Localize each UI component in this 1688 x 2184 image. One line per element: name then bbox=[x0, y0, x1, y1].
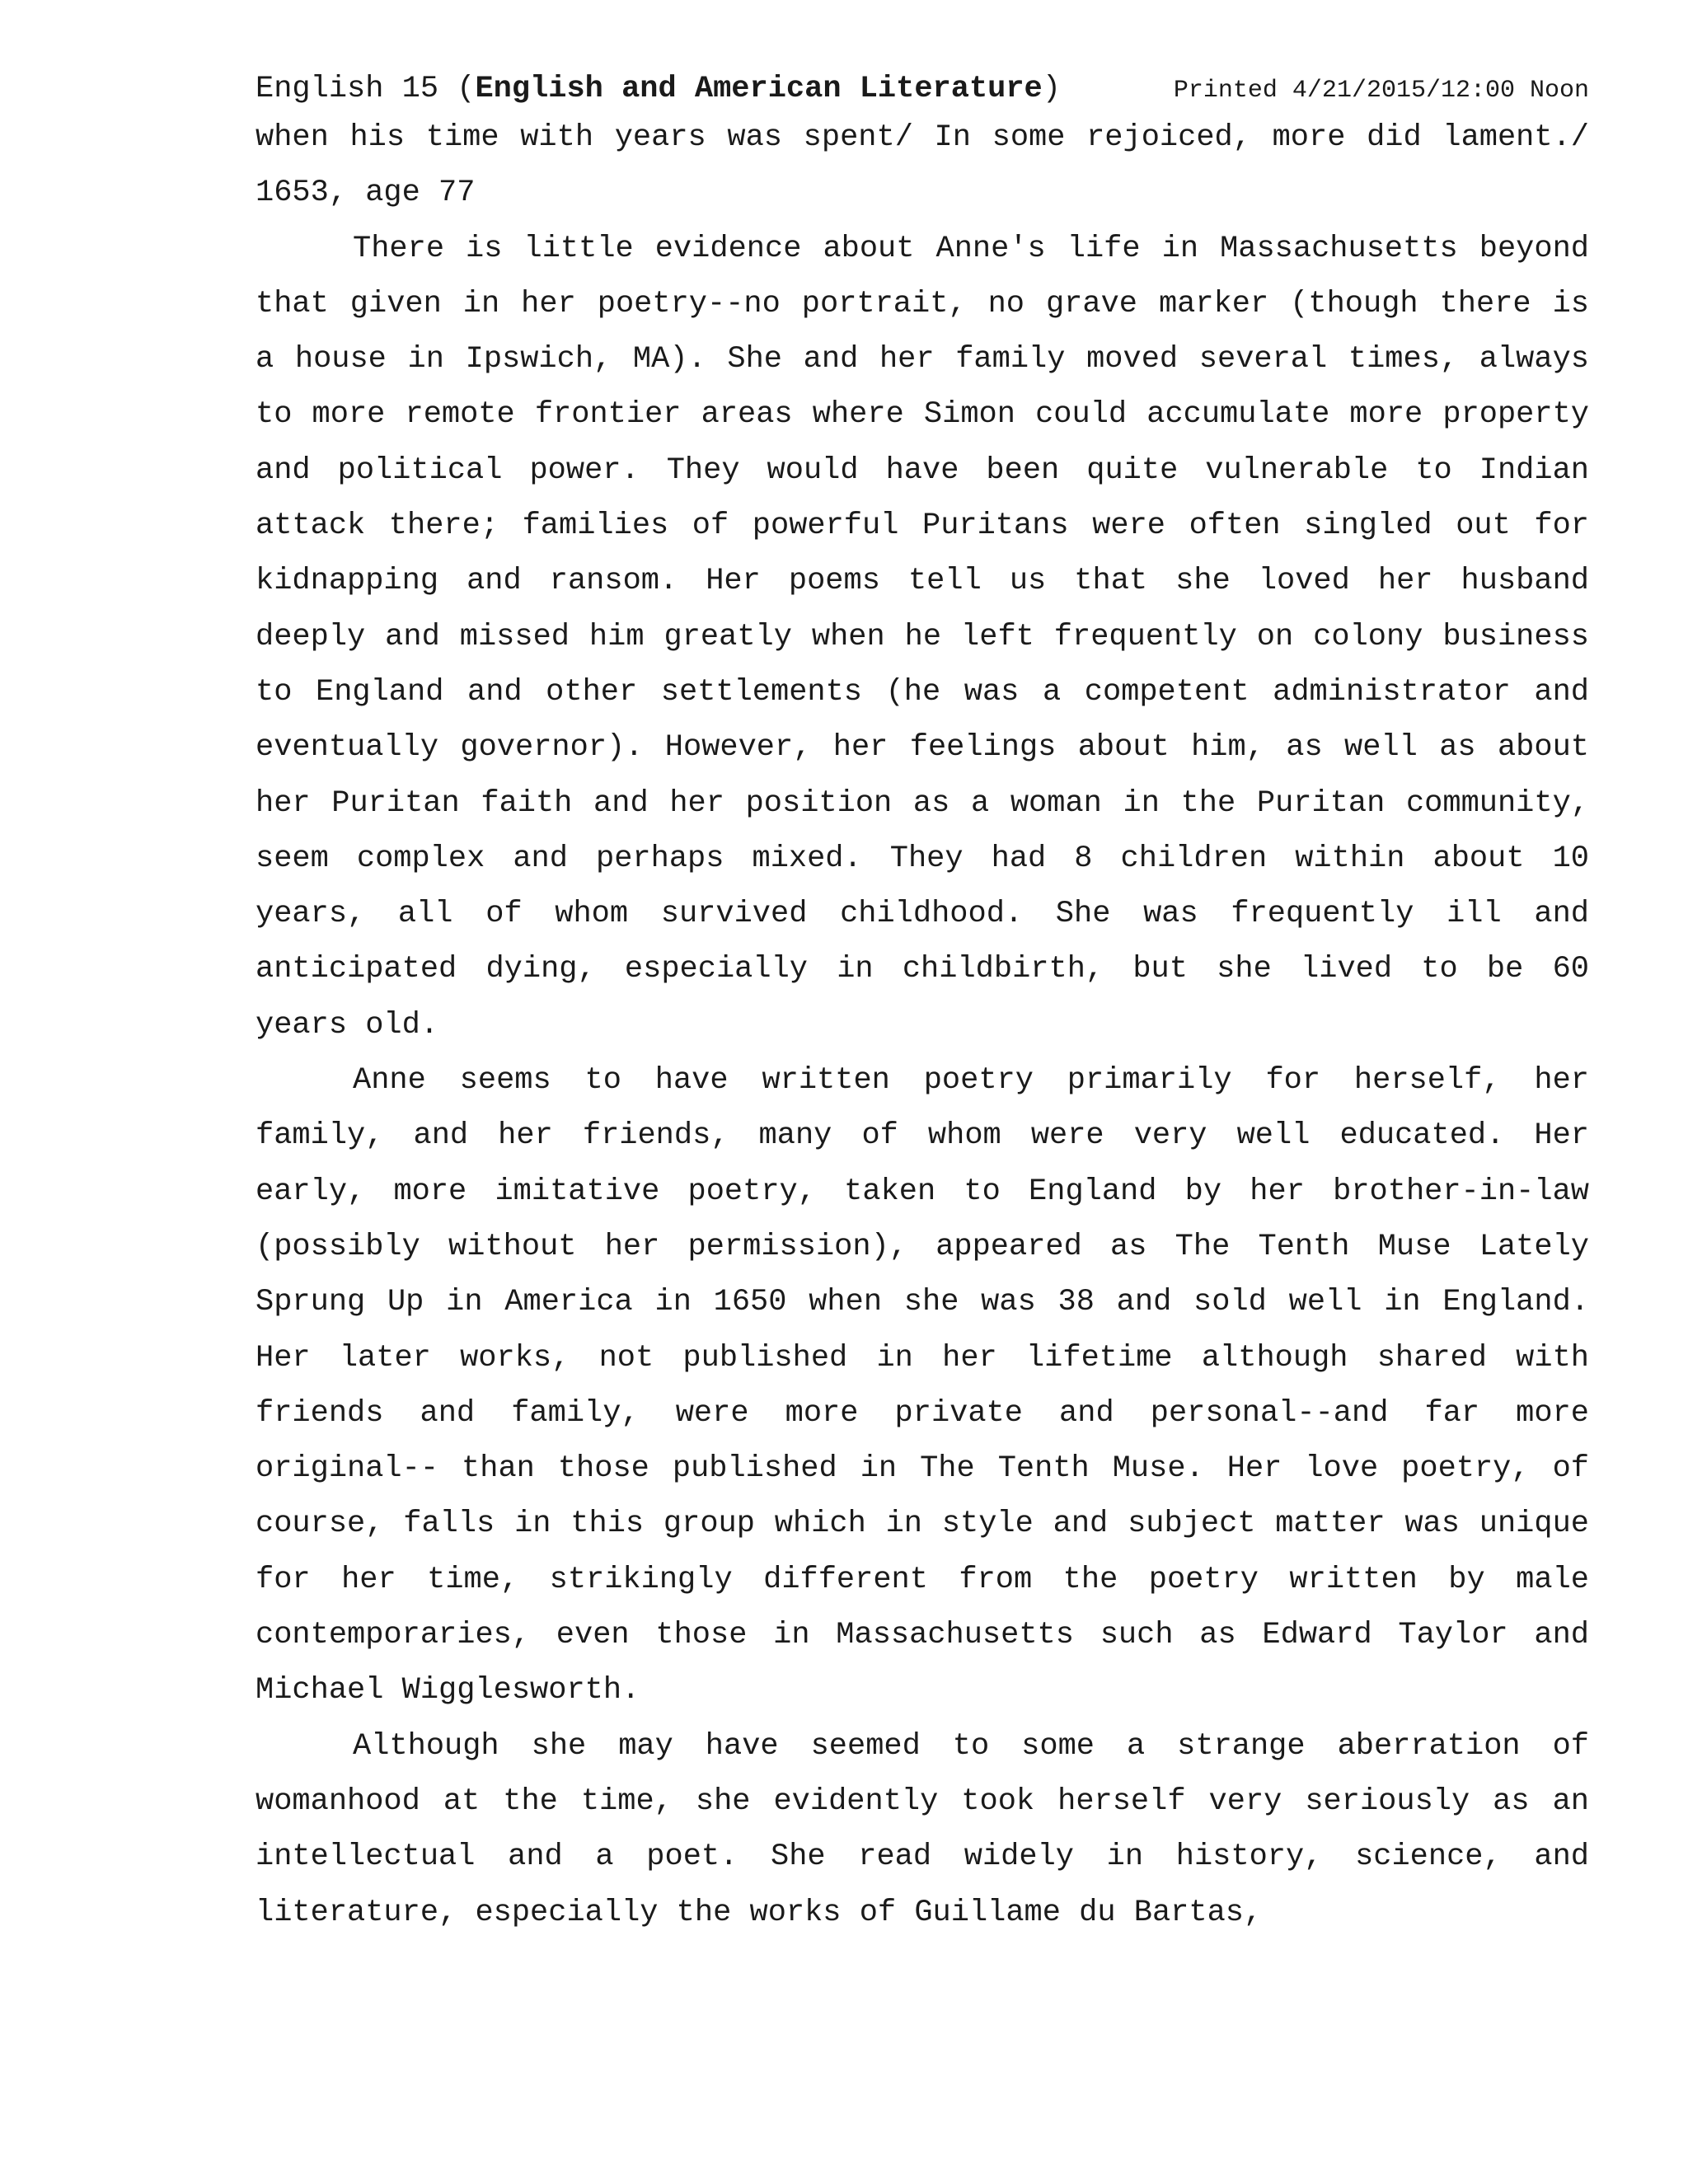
page-header bbox=[256, 68, 1589, 110]
course-suffix: ) bbox=[1042, 72, 1061, 106]
document-page bbox=[256, 68, 1589, 1941]
paragraph-poetry-publication: Anne seems to have written poetry primarily for herself, her family, and her friends, many of whom were very well educated. Her early, more imitative poetry, taken to England by her brother-in-law (possibly without her permission), appeared as The Tenth Muse Lately Sprung Up in America in 1650 when she was 38 and sold well in England. Her later works, not published in her lifetime although shared with friends and family, were more private and personal--and far more original-- than those published in The Tenth Muse. Her love poetry, of course, falls in this group which in style and subject matter was unique for her time, strikingly different from the poetry written by male contemporaries, even those in Massachusetts such as Edward Taylor and Michael Wigglesworth. bbox=[256, 1063, 1589, 1708]
paragraph-life-in-massachusetts: There is little evidence about Anne's life in Massachusetts beyond that given in her poetry--no portrait, no grave marker (though there is a house in Ipswich, MA). She and her family moved several times, always to more remote frontier areas where Simon could accumulate more property and political power. They would have been quite vulnerable to Indian attack there; families of powerful Puritans were often singled out for kidnapping and ransom. Her poems tell us that she loved her husband deeply and missed him greatly when he left frequently on colony business to England and other settlements (he was a competent administrator and eventually governor). However, her feelings about him, as well as about her Puritan faith and her position as a woman in the Puritan community, seem complex and perhaps mixed. They had 8 children within about 10 years, all of whom survived childhood. She was frequently ill and anticipated dying, especially in childbirth, but she lived to be 60 years old. bbox=[256, 231, 1589, 1043]
course-prefix: English 15 ( bbox=[256, 72, 476, 106]
paragraph-continuation: when his time with years was spent/ In some rejoiced, more did lament./ 1653, age 77 bbox=[256, 120, 1589, 211]
paragraph-intellectual-poet: Although she may have seemed to some a strange aberration of womanhood at the time, she evidently took herself very seriously as an intellectual and a poet. She read widely in history, science, and literature, especially the works of Guillame du Bartas, bbox=[256, 1728, 1589, 1930]
printed-timestamp: Printed 4/21/2015/12:00 Noon bbox=[1173, 77, 1589, 105]
document-body bbox=[256, 110, 1589, 1941]
course-heading bbox=[256, 68, 1061, 110]
course-title: English and American Literature bbox=[475, 72, 1043, 106]
